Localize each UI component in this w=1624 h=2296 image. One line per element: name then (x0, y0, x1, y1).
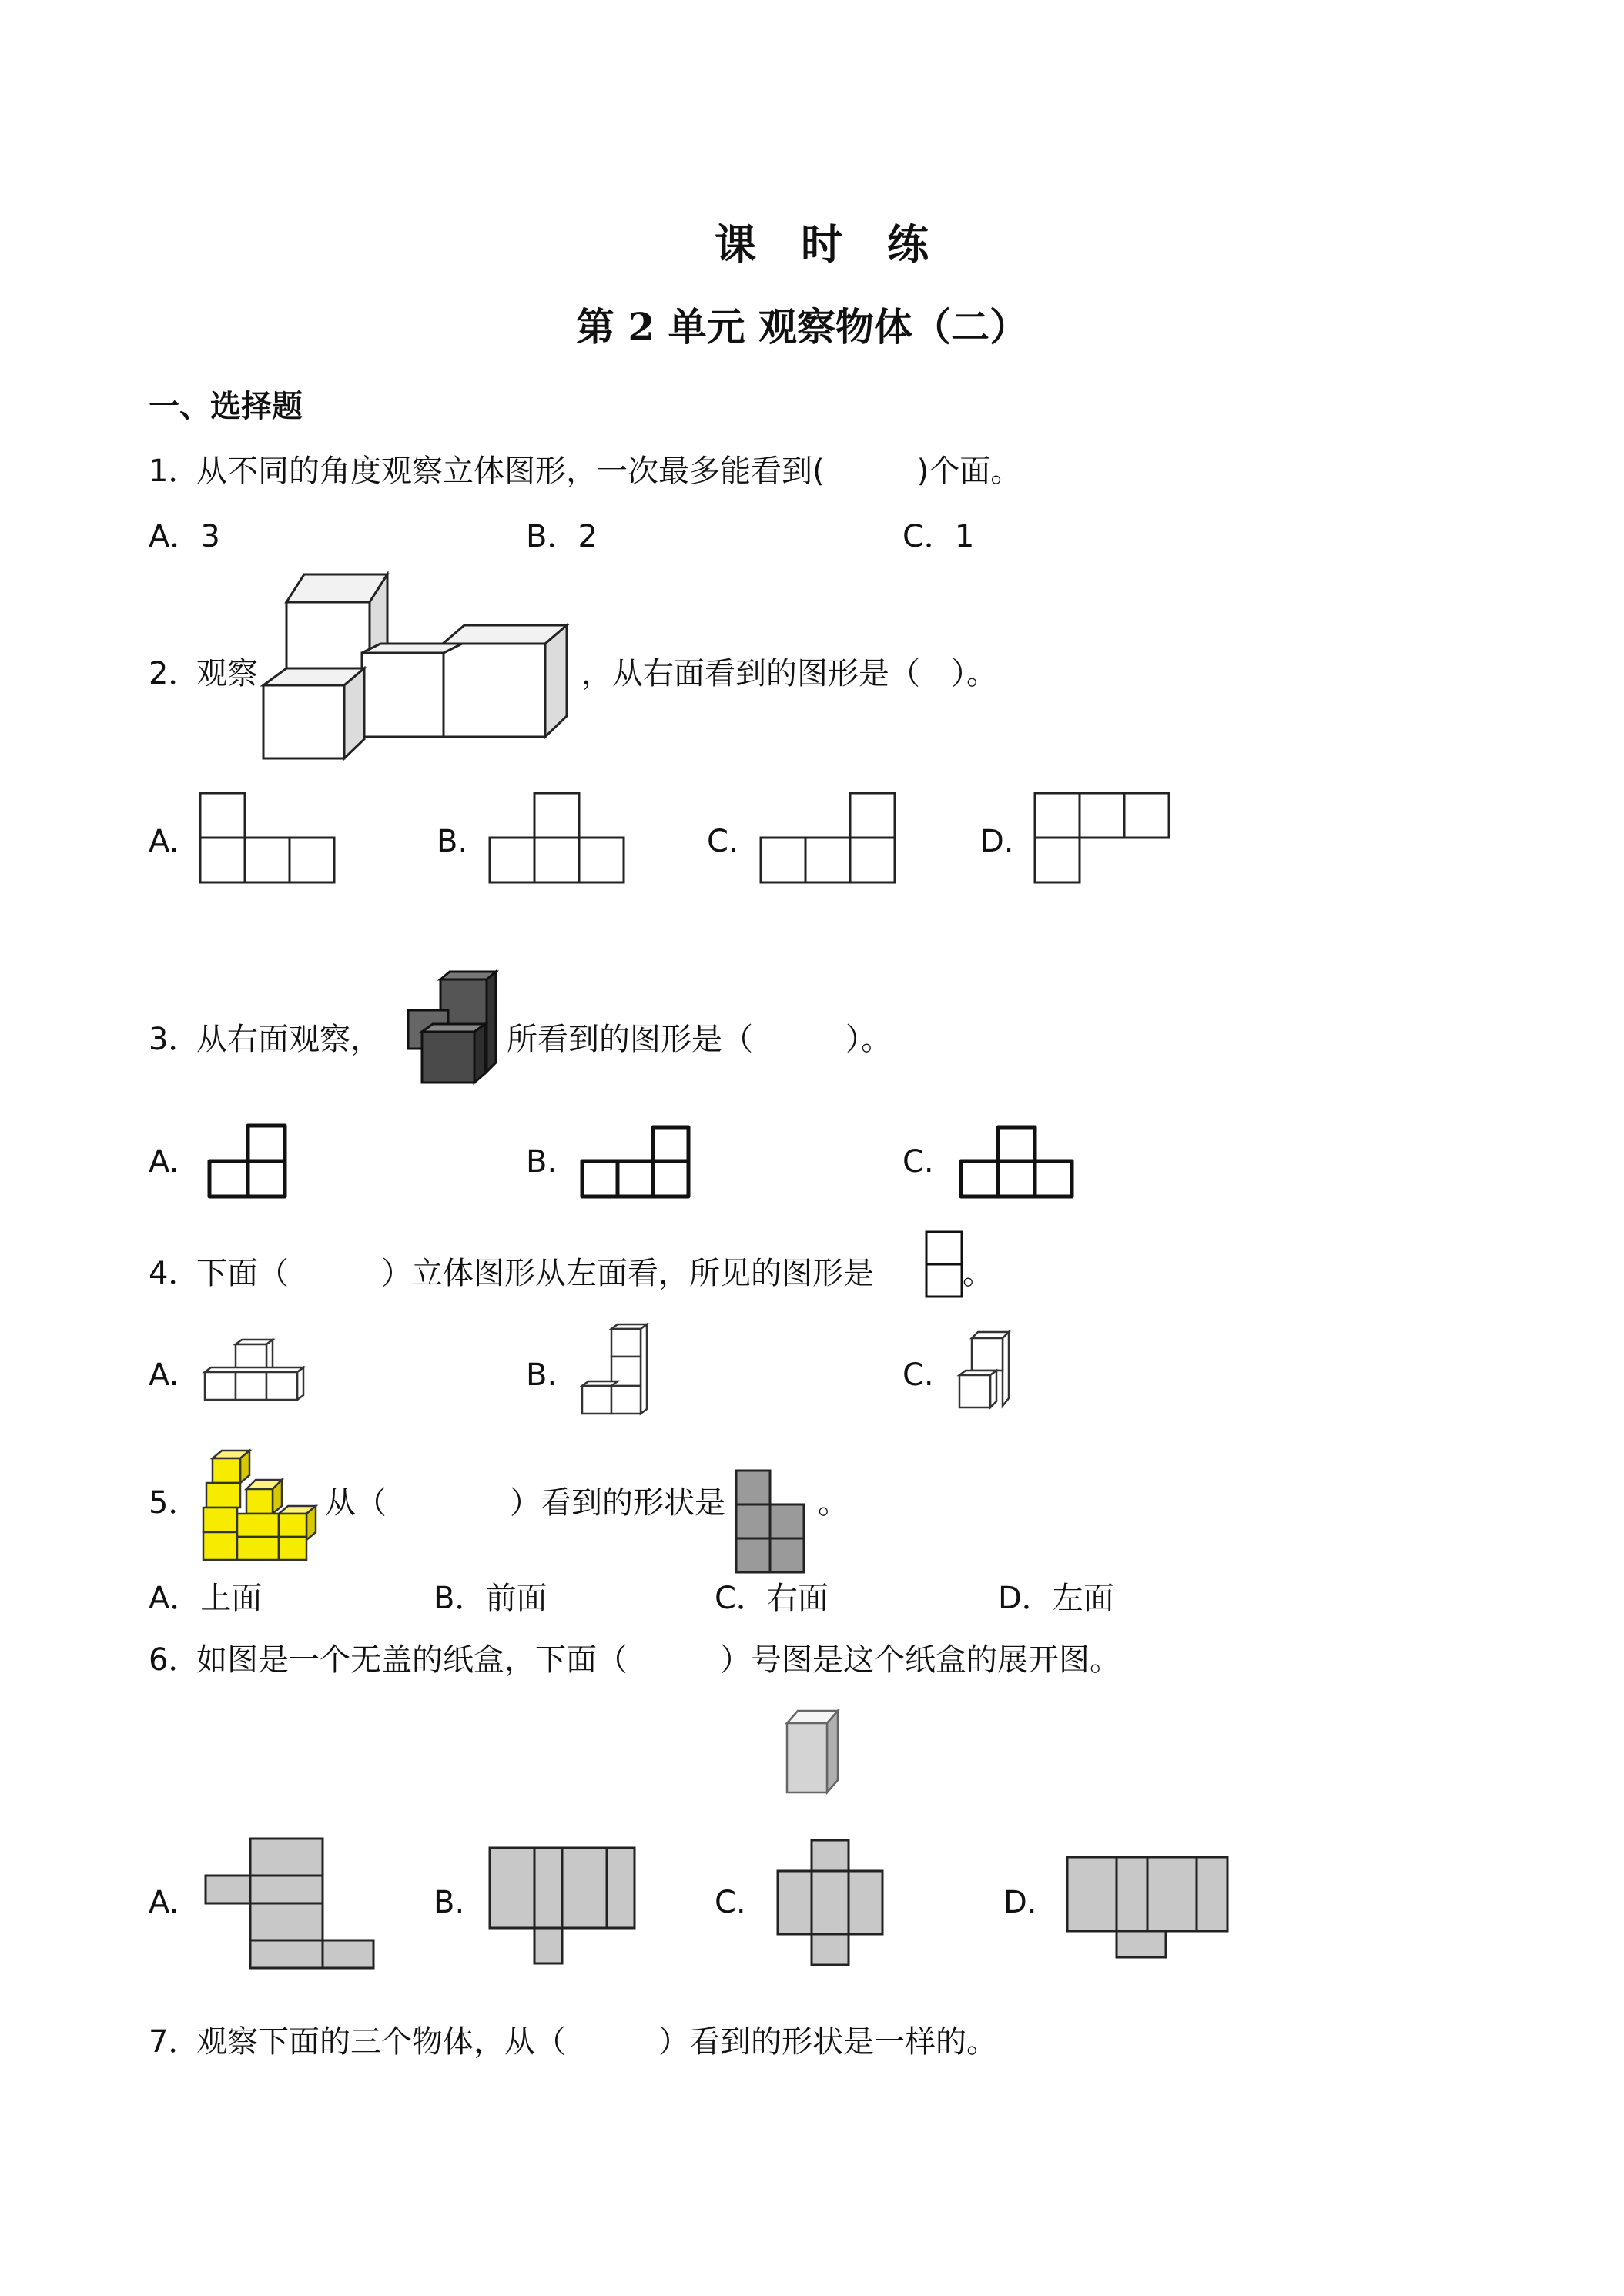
q5-option-a[interactable]: A．上面 (149, 1581, 263, 1616)
q4-option-c[interactable]: C. (902, 1357, 934, 1393)
q2-option-d[interactable]: D. (980, 824, 1014, 859)
q4-option-a[interactable]: A. (149, 1357, 179, 1393)
q5-option-b[interactable]: B．前面 (434, 1581, 547, 1616)
q3-text-after: 所看到的图形是（ ）。 (507, 1022, 892, 1057)
q4-text-after: 。 (963, 1256, 993, 1291)
q3-option-b[interactable]: B. (526, 1144, 558, 1180)
q6-number: 6． (149, 1642, 199, 1678)
q3-text-before: 从右面观察， (196, 1022, 381, 1057)
q4-number: 4． (149, 1256, 199, 1291)
q2-text-after: ，从右面看到的图形是（ ）。 (581, 656, 997, 691)
q4-option-b[interactable]: B. (526, 1357, 558, 1393)
q6-text: 如图是一个无盖的纸盒，下面（ ）号图是这个纸盒的展开图。 (196, 1642, 1120, 1678)
q6-option-a[interactable]: A. (149, 1885, 179, 1920)
q7-number: 7． (149, 2024, 199, 2060)
q2-text-before: 观察 (196, 656, 258, 691)
q5-text-before: 从（ ）看到的形状是 (325, 1485, 725, 1521)
q5-option-d[interactable]: D．左面 (998, 1581, 1114, 1616)
q5-option-c[interactable]: C．右面 (715, 1581, 829, 1616)
q2-option-c[interactable]: C. (707, 824, 738, 859)
q6-option-d[interactable]: D. (1003, 1885, 1037, 1920)
q4-text-before: 下面（ ）立体图形从左面看，所见的图形是 (196, 1256, 874, 1291)
q1-option-a[interactable]: A．3 (149, 519, 220, 554)
q7-text: 观察下面的三个物体，从（ ）看到的形状是一样的。 (196, 2024, 997, 2060)
q3-option-a[interactable]: A. (149, 1144, 179, 1180)
page-subtitle: 第 2 单元 观察物体（二） (576, 304, 1029, 350)
section-heading: 一、选择题 (149, 389, 303, 424)
page-title: 课 时 练 (715, 219, 930, 269)
q1-text: 从不同的角度观察立体图形，一次最多能看到( )个面。 (196, 454, 1022, 489)
q5-text-after: 。 (818, 1485, 849, 1521)
q1-number: 1． (149, 454, 199, 489)
q5-number: 5． (149, 1485, 199, 1521)
q3-option-c[interactable]: C. (902, 1144, 934, 1180)
q2-option-a[interactable]: A. (149, 824, 179, 859)
q2-number: 2． (149, 656, 199, 691)
q6-option-b[interactable]: B. (434, 1885, 465, 1920)
q2-option-b[interactable]: B. (437, 824, 468, 859)
q6-option-c[interactable]: C. (715, 1885, 746, 1920)
q1-option-c[interactable]: C．1 (902, 519, 975, 554)
q1-option-b[interactable]: B．2 (526, 519, 598, 554)
q3-number: 3． (149, 1022, 199, 1057)
